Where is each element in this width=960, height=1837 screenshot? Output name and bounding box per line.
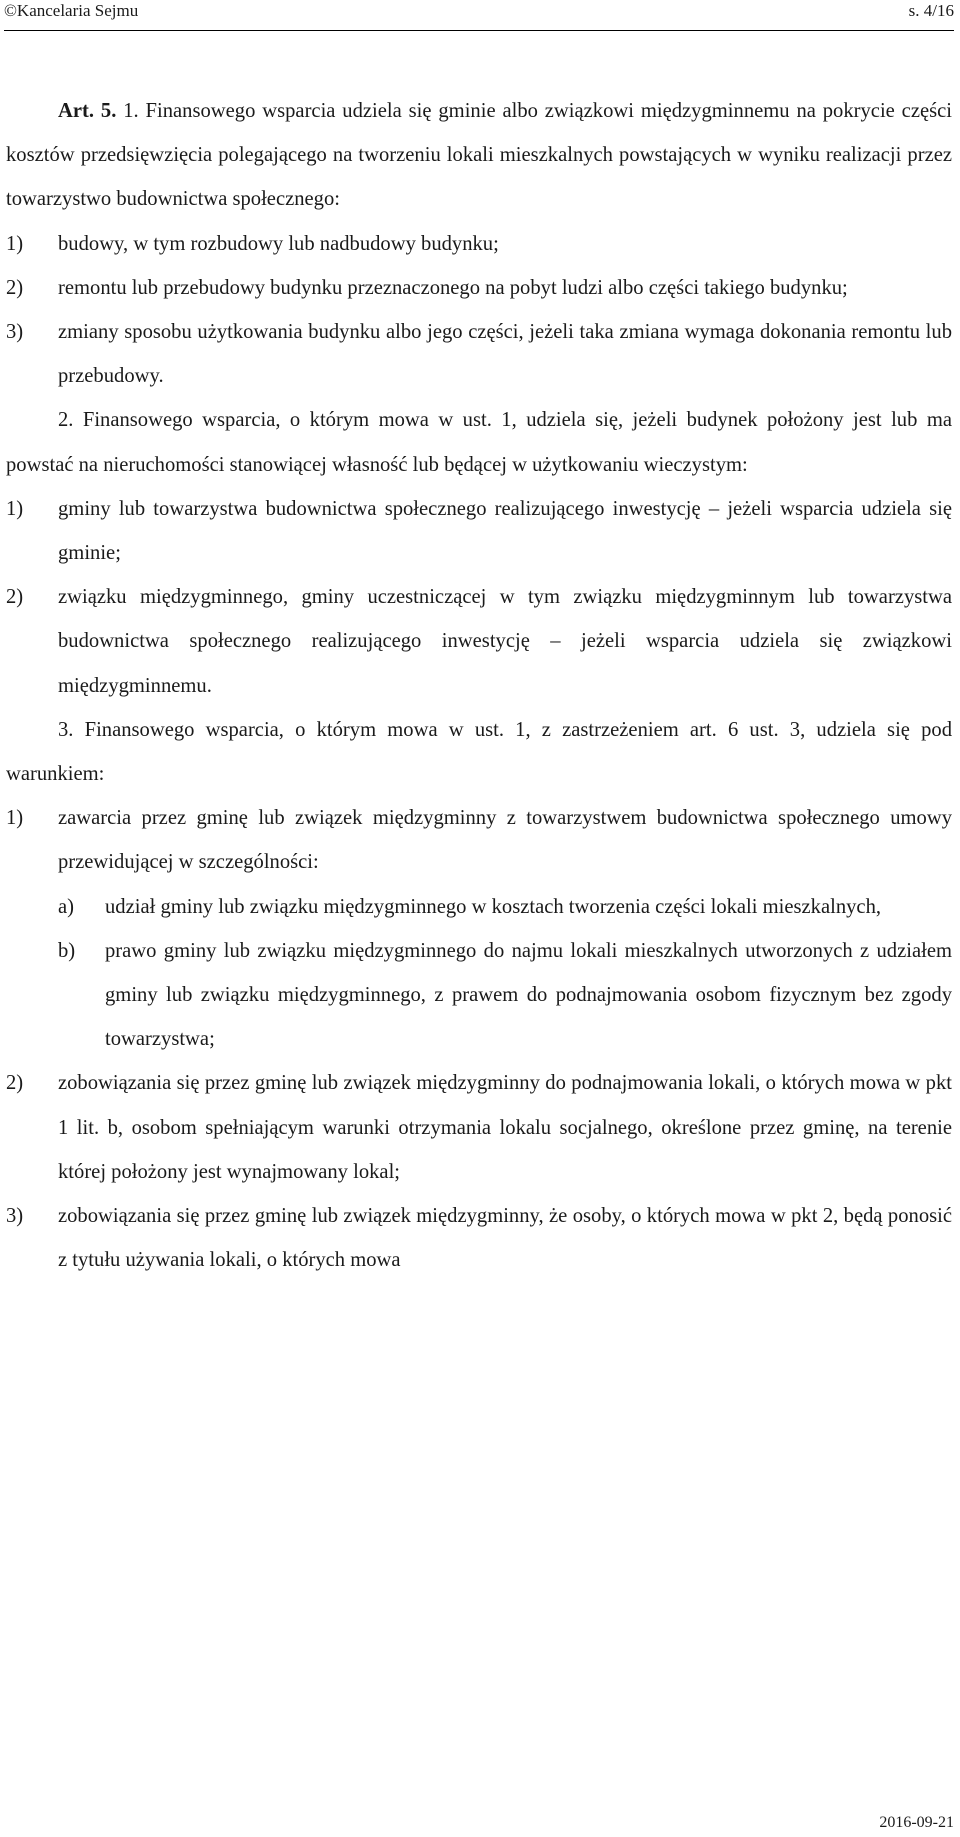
item-text: zawarcia przez gminę lub związek międzygminny z towarzystwem budownictwa społecznego umowy przewidującej w szczególności: [58, 807, 952, 874]
list-item [6, 575, 952, 708]
sub-item-letter: a) [58, 895, 74, 918]
item-text: zobowiązania się przez gminę lub związek międzygminny do podnajmowania lokali, o których mowa w pkt 1 lit. b, osobom spełniającym warunki otrzymania lokalu socjalnego, określone przez gminę, na terenie której położony jest wynajmowany lokal; [58, 1072, 952, 1183]
item-number: 3) [6, 1205, 24, 1228]
article-5-ust-2: 2. Finansowego wsparcia, o którym mowa w ust. 1, udziela się, jeżeli budynek położony jest lub ma powstać na nieruchomości stanowiącej własność lub będącej w użytkowaniu wieczystym: [6, 409, 952, 476]
item-text: gminy lub towarzystwa budownictwa społecznego realizującego inwestycję – jeżeli wsparcia udziela się gminie; [58, 497, 952, 565]
page-header [4, 0, 954, 31]
page-number: s. 4/16 [908, 1, 954, 20]
item-number: 1) [6, 807, 24, 830]
article-5-ust-1 [6, 89, 952, 222]
item-number: 3) [6, 321, 24, 344]
list-item [6, 266, 952, 310]
sub-item-text: udział gminy lub związku międzygminnego w kosztach tworzenia części lokali mieszkalnych, [105, 895, 882, 918]
item-number: 1) [6, 232, 24, 255]
item-number: 2) [6, 586, 24, 609]
list-item [6, 310, 952, 398]
sub-item-letter: b) [58, 939, 76, 962]
publisher-label: ©Kancelaria Sejmu [4, 1, 139, 20]
list-item [6, 796, 952, 884]
sub-item-text: prawo gminy lub związku międzygminnego do najmu lokali mieszkalnych utworzonych z udziałem gminy lub związku międzygminnego, z prawem do podnajmowania osobom fizycznym bez zgody towarzystwa; [105, 939, 952, 1051]
item-text: związku międzygminnego, gminy uczestniczącej w tym związku międzygminnym lub towarzystwa budownictwa społecznego realizującego inwestycję – jeżeli wsparcia udziela się związkowi międzygminnemu. [58, 586, 952, 697]
article-5-ust-3: 3. Finansowego wsparcia, o którym mowa w ust. 1, z zastrzeżeniem art. 6 ust. 3, udziela się pod warunkiem: [6, 718, 952, 786]
item-number: 2) [6, 276, 24, 299]
article-label: Art. 5. [58, 100, 117, 122]
item-text: budowy, w tym rozbudowy lub nadbudowy budynku; [58, 232, 499, 255]
ust-number: 1. [123, 100, 139, 122]
ust-text: Finansowego wsparcia udziela się gminie albo związkowi międzygminnemu na pokrycie części kosztów przedsięwzięcia polegającego na tworzeniu lokali mieszkalnych powstających w wyniku realizacji przez towarzystwo budownictwa społecznego: [6, 100, 952, 211]
item-number: 1) [6, 497, 24, 520]
list-item [6, 487, 952, 575]
footer-date: 2016-09-21 [879, 1814, 954, 1831]
item-text: zobowiązania się przez gminę lub związek międzygminny, że osoby, o których mowa w pkt 2, będą ponosić z tytułu używania lokali, o których mowa [58, 1205, 952, 1272]
list-item [6, 1194, 952, 1282]
item-text: zmiany sposobu użytkowania budynku albo jego części, jeżeli taka zmiana wymaga dokonania remontu lub przebudowy. [58, 321, 952, 388]
document-body [6, 89, 952, 1282]
sub-item [6, 929, 952, 1062]
item-text: remontu lub przebudowy budynku przeznaczonego na pobyt ludzi albo części takiego budynku; [58, 276, 848, 299]
list-item [6, 1061, 952, 1194]
item-number: 2) [6, 1072, 24, 1095]
sub-item [6, 885, 952, 929]
list-item [6, 222, 952, 266]
